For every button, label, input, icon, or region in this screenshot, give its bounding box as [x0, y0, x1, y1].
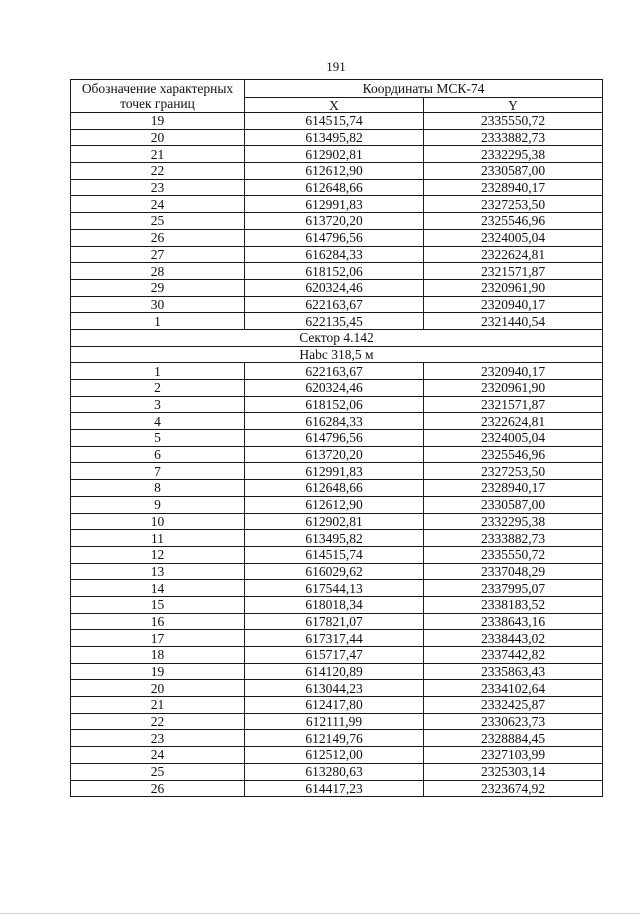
- table-row: [71, 630, 603, 647]
- point-id-cell: 24: [71, 747, 245, 764]
- table-row: [71, 363, 603, 380]
- x-coordinate-cell: 616284,33: [245, 246, 424, 263]
- coordinates-table: [70, 79, 603, 797]
- point-id-cell: 1: [71, 363, 245, 380]
- x-coordinate-cell: 614515,74: [245, 113, 424, 130]
- point-id-cell: 20: [71, 680, 245, 697]
- table-row: [71, 179, 603, 196]
- point-id-cell: 19: [71, 113, 245, 130]
- table-row: [71, 713, 603, 730]
- section-title-row: [71, 329, 603, 346]
- x-coordinate-cell: 612512,00: [245, 747, 424, 764]
- point-id-cell: 6: [71, 446, 245, 463]
- table-row: [71, 463, 603, 480]
- table-row: [71, 196, 603, 213]
- point-id-cell: 21: [71, 697, 245, 714]
- table-row: [71, 146, 603, 163]
- table-row: [71, 246, 603, 263]
- point-id-cell: 1: [71, 313, 245, 330]
- y-coordinate-cell: 2338643,16: [424, 613, 603, 630]
- x-coordinate-cell: 613044,23: [245, 680, 424, 697]
- x-coordinate-cell: 622135,45: [245, 313, 424, 330]
- y-coordinate-cell: 2338183,52: [424, 596, 603, 613]
- y-coordinate-cell: 2330587,00: [424, 163, 603, 180]
- point-column-header: Обозначение характерных точек границ: [71, 80, 245, 113]
- y-coordinate-cell: 2324005,04: [424, 430, 603, 447]
- table-row: [71, 496, 603, 513]
- x-coordinate-cell: 614796,56: [245, 229, 424, 246]
- table-row: [71, 263, 603, 280]
- table-row: [71, 780, 603, 797]
- y-coordinate-cell: 2333882,73: [424, 530, 603, 547]
- table-row: [71, 530, 603, 547]
- table-row: [71, 513, 603, 530]
- point-id-cell: 10: [71, 513, 245, 530]
- point-id-cell: 23: [71, 730, 245, 747]
- y-coordinate-cell: 2332295,38: [424, 146, 603, 163]
- y-coordinate-cell: 2327253,50: [424, 196, 603, 213]
- x-coordinate-cell: 612648,66: [245, 480, 424, 497]
- table-body: [71, 113, 603, 797]
- point-id-cell: 9: [71, 496, 245, 513]
- point-id-cell: 22: [71, 713, 245, 730]
- table-row: [71, 413, 603, 430]
- y-coordinate-cell: 2334102,64: [424, 680, 603, 697]
- table-row: [71, 563, 603, 580]
- table-row: [71, 596, 603, 613]
- table-row: [71, 747, 603, 764]
- table-row: [71, 613, 603, 630]
- section-title: Сектор 4.142: [71, 329, 603, 346]
- x-coordinate-cell: 612612,90: [245, 496, 424, 513]
- x-coordinate-cell: 617544,13: [245, 580, 424, 597]
- x-coordinate-cell: 613495,82: [245, 530, 424, 547]
- table-row: [71, 229, 603, 246]
- table-row: [71, 647, 603, 664]
- table-row: [71, 730, 603, 747]
- table-row: [71, 546, 603, 563]
- point-id-cell: 29: [71, 279, 245, 296]
- x-column-header: X: [245, 98, 424, 113]
- table-row: [71, 580, 603, 597]
- x-coordinate-cell: 616029,62: [245, 563, 424, 580]
- point-id-cell: 23: [71, 179, 245, 196]
- y-coordinate-cell: 2330587,00: [424, 496, 603, 513]
- point-id-cell: 12: [71, 546, 245, 563]
- y-coordinate-cell: 2321571,87: [424, 396, 603, 413]
- x-coordinate-cell: 618152,06: [245, 263, 424, 280]
- x-coordinate-cell: 618152,06: [245, 396, 424, 413]
- y-coordinate-cell: 2320940,17: [424, 296, 603, 313]
- y-coordinate-cell: 2337048,29: [424, 563, 603, 580]
- point-id-cell: 25: [71, 213, 245, 230]
- x-coordinate-cell: 613720,20: [245, 446, 424, 463]
- table-row: [71, 480, 603, 497]
- table-row: [71, 296, 603, 313]
- y-coordinate-cell: 2327103,99: [424, 747, 603, 764]
- y-coordinate-cell: 2335550,72: [424, 546, 603, 563]
- x-coordinate-cell: 613720,20: [245, 213, 424, 230]
- y-coordinate-cell: 2328884,45: [424, 730, 603, 747]
- x-coordinate-cell: 617821,07: [245, 613, 424, 630]
- point-id-cell: 20: [71, 129, 245, 146]
- y-coordinate-cell: 2330623,73: [424, 713, 603, 730]
- point-id-cell: 19: [71, 663, 245, 680]
- table-row: [71, 446, 603, 463]
- y-column-header: Y: [424, 98, 603, 113]
- point-id-cell: 26: [71, 229, 245, 246]
- point-id-cell: 21: [71, 146, 245, 163]
- page-number: 191: [326, 59, 346, 74]
- x-coordinate-cell: 612648,66: [245, 179, 424, 196]
- y-coordinate-cell: 2321571,87: [424, 263, 603, 280]
- x-coordinate-cell: 617317,44: [245, 630, 424, 647]
- point-id-cell: 26: [71, 780, 245, 797]
- y-coordinate-cell: 2332295,38: [424, 513, 603, 530]
- point-id-cell: 18: [71, 647, 245, 664]
- y-coordinate-cell: 2325546,96: [424, 213, 603, 230]
- point-id-cell: 17: [71, 630, 245, 647]
- x-coordinate-cell: 612111,99: [245, 713, 424, 730]
- x-coordinate-cell: 613280,63: [245, 763, 424, 780]
- table-header: [71, 80, 603, 113]
- table-row: [71, 313, 603, 330]
- point-id-cell: 13: [71, 563, 245, 580]
- y-coordinate-cell: 2335863,43: [424, 663, 603, 680]
- point-id-cell: 3: [71, 396, 245, 413]
- y-coordinate-cell: 2333882,73: [424, 129, 603, 146]
- y-coordinate-cell: 2337442,82: [424, 647, 603, 664]
- x-coordinate-cell: 612417,80: [245, 697, 424, 714]
- table-row: [71, 380, 603, 397]
- x-coordinate-cell: 614417,23: [245, 780, 424, 797]
- x-coordinate-cell: 612991,83: [245, 196, 424, 213]
- table-row: [71, 213, 603, 230]
- point-id-cell: 7: [71, 463, 245, 480]
- point-id-cell: 25: [71, 763, 245, 780]
- y-coordinate-cell: 2338443,02: [424, 630, 603, 647]
- y-coordinate-cell: 2325303,14: [424, 763, 603, 780]
- point-id-cell: 22: [71, 163, 245, 180]
- y-coordinate-cell: 2328940,17: [424, 179, 603, 196]
- point-id-cell: 15: [71, 596, 245, 613]
- x-coordinate-cell: 618018,34: [245, 596, 424, 613]
- point-id-cell: 14: [71, 580, 245, 597]
- point-id-cell: 16: [71, 613, 245, 630]
- y-coordinate-cell: 2322624,81: [424, 413, 603, 430]
- point-id-cell: 28: [71, 263, 245, 280]
- point-id-cell: 2: [71, 380, 245, 397]
- section-subtitle-row: [71, 346, 603, 363]
- x-coordinate-cell: 622163,67: [245, 296, 424, 313]
- y-coordinate-cell: 2337995,07: [424, 580, 603, 597]
- point-id-cell: 5: [71, 430, 245, 447]
- y-coordinate-cell: 2323674,92: [424, 780, 603, 797]
- point-id-cell: 8: [71, 480, 245, 497]
- table-row: [71, 763, 603, 780]
- y-coordinate-cell: 2325546,96: [424, 446, 603, 463]
- point-id-cell: 11: [71, 530, 245, 547]
- x-coordinate-cell: 612612,90: [245, 163, 424, 180]
- point-id-cell: 24: [71, 196, 245, 213]
- x-coordinate-cell: 614120,89: [245, 663, 424, 680]
- scan-edge-line: [0, 913, 640, 914]
- table-row: [71, 163, 603, 180]
- x-coordinate-cell: 620324,46: [245, 380, 424, 397]
- table-row: [71, 663, 603, 680]
- y-coordinate-cell: 2328940,17: [424, 480, 603, 497]
- x-coordinate-cell: 614515,74: [245, 546, 424, 563]
- x-coordinate-cell: 614796,56: [245, 430, 424, 447]
- x-coordinate-cell: 612902,81: [245, 146, 424, 163]
- table-row: [71, 279, 603, 296]
- x-coordinate-cell: 622163,67: [245, 363, 424, 380]
- x-coordinate-cell: 613495,82: [245, 129, 424, 146]
- point-id-cell: 30: [71, 296, 245, 313]
- y-coordinate-cell: 2335550,72: [424, 113, 603, 130]
- point-id-cell: 4: [71, 413, 245, 430]
- table-row: [71, 396, 603, 413]
- table-row: [71, 113, 603, 130]
- table-row: [71, 430, 603, 447]
- table-row: [71, 697, 603, 714]
- y-coordinate-cell: 2324005,04: [424, 229, 603, 246]
- y-coordinate-cell: 2321440,54: [424, 313, 603, 330]
- y-coordinate-cell: 2327253,50: [424, 463, 603, 480]
- section-subtitle: Нabc 318,5 м: [71, 346, 603, 363]
- table-row: [71, 129, 603, 146]
- x-coordinate-cell: 612902,81: [245, 513, 424, 530]
- x-coordinate-cell: 612149,76: [245, 730, 424, 747]
- y-coordinate-cell: 2320961,90: [424, 380, 603, 397]
- x-coordinate-cell: 615717,47: [245, 647, 424, 664]
- x-coordinate-cell: 612991,83: [245, 463, 424, 480]
- x-coordinate-cell: 616284,33: [245, 413, 424, 430]
- point-id-cell: 27: [71, 246, 245, 263]
- y-coordinate-cell: 2322624,81: [424, 246, 603, 263]
- y-coordinate-cell: 2320961,90: [424, 279, 603, 296]
- y-coordinate-cell: 2320940,17: [424, 363, 603, 380]
- coordinates-group-header: Координаты МСК-74: [245, 80, 603, 98]
- y-coordinate-cell: 2332425,87: [424, 697, 603, 714]
- x-coordinate-cell: 620324,46: [245, 279, 424, 296]
- table-row: [71, 680, 603, 697]
